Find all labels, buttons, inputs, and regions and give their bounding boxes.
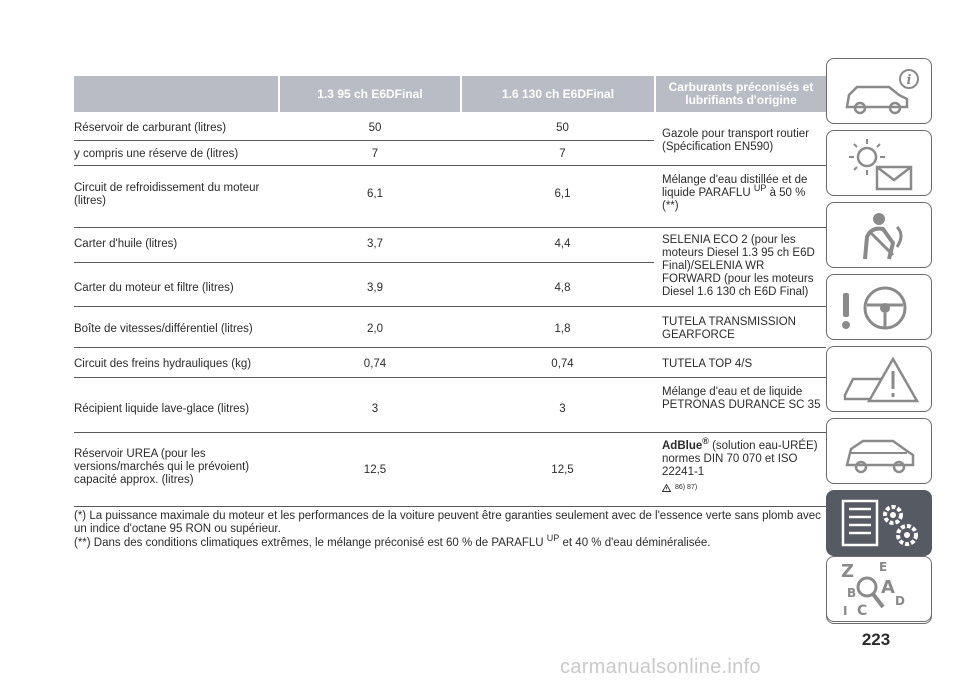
svg-text:i: i <box>906 73 912 88</box>
adblue-spec: (solution eau-URÉE) normes DIN 70 070 et ISO 22241-1 <box>662 440 818 478</box>
watermark: carmanualsonline.info <box>560 656 761 678</box>
fluid-washer: Mélange d'eau et de liquide PETRONAS DURANCE SC 35 <box>662 386 821 411</box>
seatbelt-safety-icon <box>827 203 933 269</box>
fluid-coolant-ratio: à 50 % <box>769 187 806 199</box>
steering-wheel-icon <box>827 275 933 341</box>
adblue-registered: ® <box>702 436 709 447</box>
fluid-fuel: Gazole pour transport routier (Spécification EN590) <box>662 128 810 153</box>
row-value: 4,4 <box>554 238 571 250</box>
fluid-oil: SELENIA ECO 2 (pour les moteurs Diesel 1.3 95 ch E6D Final)/SELENIA WR FORWARD (pour les moteurs Diesel 1.6 130 ch E6D Final) <box>662 234 815 298</box>
tab-emergency[interactable] <box>826 346 932 412</box>
row-divider <box>74 377 826 378</box>
row-value: 3,9 <box>367 282 383 294</box>
row-value: 7 <box>559 148 566 160</box>
fluid-coolant <box>662 174 822 213</box>
row-label-fuel-tank: Réservoir de carburant (litres) <box>74 122 227 134</box>
tab-maintenance[interactable] <box>826 418 932 484</box>
car-info-icon <box>827 59 933 125</box>
index-icon <box>827 557 933 623</box>
svg-text:C: C <box>857 603 868 619</box>
row-label-urea: Réservoir UREA (pour les versions/marchés qui le prévoient) capacité approx. (litres) <box>74 448 250 486</box>
row-value: 6,1 <box>367 188 383 200</box>
row-value: 7 <box>371 148 379 160</box>
row-value: 4,8 <box>554 282 571 294</box>
row-value: 0,74 <box>363 358 387 370</box>
row-divider <box>74 347 826 348</box>
adblue-name: AdBlue <box>662 440 703 452</box>
row-value: 50 <box>368 122 382 134</box>
tab-warning-lights[interactable] <box>826 130 932 196</box>
adblue-refs-line <box>662 481 822 494</box>
row-value: 0,74 <box>551 358 574 370</box>
tab-technical-data[interactable] <box>826 490 932 556</box>
row-value: 12,5 <box>551 464 574 476</box>
tab-safety[interactable] <box>826 202 932 268</box>
fluid-coolant-text: Mélange d'eau distillée et de liquide PARAFLU <box>662 174 808 199</box>
row-label-gearbox: Boîte de vitesses/différentiel (litres) <box>74 323 253 335</box>
row-divider <box>74 165 826 166</box>
svg-text:E: E <box>879 560 888 574</box>
row-divider <box>74 140 654 141</box>
row-label-oil-filter: Carter du moteur et filtre (litres) <box>74 282 234 294</box>
row-value: 6,1 <box>554 188 571 200</box>
svg-text:I: I <box>843 604 848 618</box>
fluid-gearbox: TUTELA TRANSMISSION GEARFORCE <box>662 316 796 341</box>
footnote-paraflu-text: (**) Dans des conditions climatiques extrêmes, le mélange préconisé est 60 % de PARAFLU <box>74 537 544 549</box>
svg-text:D: D <box>895 594 905 608</box>
header-engine-2: 1.6 130 ch E6DFinal <box>462 76 654 112</box>
header-blank-cell <box>74 76 278 112</box>
row-value: 3 <box>559 403 566 415</box>
svg-text:A: A <box>881 577 895 598</box>
footnote-paraflu <box>74 533 824 550</box>
row-value: 1,8 <box>554 323 571 335</box>
header-fluids: Carburants préconisés et lubrifiants d'origine <box>656 76 826 112</box>
row-value: 50 <box>556 122 569 134</box>
row-divider <box>74 506 826 507</box>
paraflu-sup: UP <box>753 183 767 194</box>
row-divider <box>74 432 826 433</box>
fluid-brakes: TUTELA TOP 4/S <box>662 358 753 370</box>
car-maintenance-icon <box>827 419 933 485</box>
row-value: 3,7 <box>367 238 383 250</box>
row-value: 3 <box>371 403 379 415</box>
row-divider <box>74 262 654 263</box>
row-label-washer: Récipient liquide lave-glace (litres) <box>74 403 250 415</box>
svg-text:Z: Z <box>841 561 855 582</box>
row-label-cooling: Circuit de refroidissement du moteur (litres) <box>74 182 260 207</box>
adblue-warning-refs: 86) 87) <box>675 484 698 491</box>
warning-lights-icon <box>827 131 933 197</box>
row-label-oil-sump: Carter d'huile (litres) <box>74 238 178 250</box>
row-label-brakes: Circuit des freins hydrauliques (kg) <box>74 358 252 370</box>
row-divider <box>74 227 826 228</box>
emergency-triangle-icon <box>827 347 933 413</box>
tab-steering[interactable] <box>826 274 932 340</box>
page-number: 223 <box>861 630 891 649</box>
fluid-adblue <box>662 436 822 494</box>
footnote-paraflu-rest: et 40 % d'eau déminéralisée. <box>562 537 711 549</box>
footnote-octane: (*) La puissance maximale du moteur et les performances de la voiture peuvent être garanties seulement avec de l'essence verte sans plomb avec un indice d'octane 95 RON ou supérieur. <box>74 510 821 535</box>
technical-data-icon <box>827 491 933 557</box>
tab-index[interactable] <box>826 556 932 622</box>
header-engine-1: 1.3 95 ch E6DFinal <box>280 76 460 112</box>
row-label-reserve: y compris une réserve de (litres) <box>74 148 239 160</box>
warning-triangle-icon <box>662 484 671 492</box>
footnote-paraflu-sup: UP <box>546 533 560 544</box>
svg-text:B: B <box>847 586 857 600</box>
row-divider <box>74 306 826 307</box>
tab-car-info[interactable] <box>826 58 932 124</box>
row-value: 2,0 <box>367 323 383 335</box>
fluid-coolant-note: (**) <box>662 200 679 212</box>
row-value: 12,5 <box>363 464 387 476</box>
